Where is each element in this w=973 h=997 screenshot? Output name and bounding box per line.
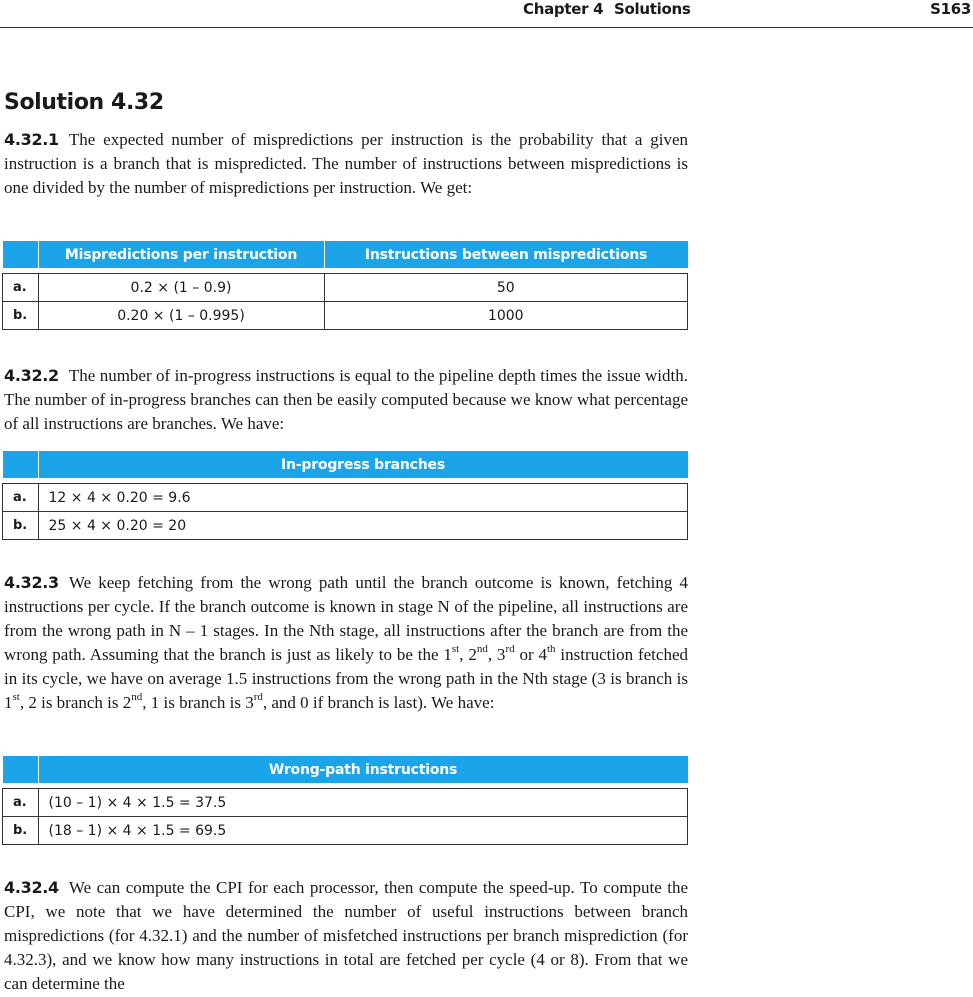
table-row xyxy=(3,817,688,845)
row-label: b. xyxy=(3,512,39,540)
solution-title: Solution 4.32 xyxy=(4,90,164,115)
table-header-row xyxy=(3,451,688,478)
column-header: Mispredictions per instruction xyxy=(38,241,324,268)
table-cell: (10 – 1) × 4 × 1.5 = 37.5 xyxy=(38,789,688,817)
table-cell: 50 xyxy=(324,274,688,302)
paragraph-text: or 4 xyxy=(514,645,547,664)
table-cell: (18 – 1) × 4 × 1.5 = 69.5 xyxy=(38,817,688,845)
ordinal-suffix: rd xyxy=(505,643,515,656)
table-cell: 25 × 4 × 0.20 = 20 xyxy=(38,512,688,540)
ordinal-suffix: st xyxy=(12,691,20,704)
table-header-row xyxy=(3,756,688,783)
paragraph-text: The number of in-progress instructions is equal to the pipeline depth times the issue width. The number of in-progress branches can then be easily computed because we know what percentage of all instructions are branches. We have: xyxy=(4,366,688,433)
table-row xyxy=(3,789,688,817)
table-row xyxy=(3,512,688,540)
paragraph-text: instruction fetched in its cycle, we have on average 1.5 instructions from the wrong path in the Nth stage (3 is branch is 1 xyxy=(4,645,688,712)
in-progress-branches-table xyxy=(2,451,688,540)
column-header: In-progress branches xyxy=(38,451,688,478)
page-number: S163 xyxy=(930,0,971,18)
paragraph-text: We keep fetching from the wrong path until the branch outcome is known, fetching 4 instructions per cycle. If the branch outcome is known in stage N of the pipeline, all instructions are from the wrong path in N – 1 stages. In the Nth stage, all instructions after the branch are from the wrong path. Assuming that the branch is just as likely to be the 1 xyxy=(4,573,688,664)
running-head xyxy=(0,0,973,28)
row-label: a. xyxy=(3,274,39,302)
wrong-path-instructions-table xyxy=(2,756,688,845)
chapter-label: Chapter 4 xyxy=(523,0,604,18)
ordinal-suffix: st xyxy=(451,643,460,656)
row-label: a. xyxy=(3,484,39,512)
table-cell: 12 × 4 × 0.20 = 9.6 xyxy=(38,484,688,512)
mispredictions-table xyxy=(2,241,688,330)
paragraph-text: , and 0 if branch is last). We have: xyxy=(262,693,495,712)
table-row xyxy=(3,484,688,512)
table-row xyxy=(3,274,688,302)
column-header: Wrong-path instructions xyxy=(38,756,688,783)
paragraph-text: The expected number of mispredictions per instruction is the probability that a given instruction is a branch that is mispredicted. The number of instructions between mispredictions is one divided by the number of mispredictions per instruction. We get: xyxy=(4,130,688,197)
paragraph-text: We can compute the CPI for each processor, then compute the speed-up. To compute the CPI, we note that we have determined the number of useful instructions between branch mispredictions (for 4.32.1) and the number of misfetched instructions per branch misprediction (for 4.32.3), and we know how many instructions in total are fetched per cycle (4 or 8). From that we can determine the xyxy=(4,878,688,993)
paragraph-4-32-1 xyxy=(4,128,688,200)
table-corner xyxy=(3,451,39,478)
table-corner xyxy=(3,756,39,783)
ordinal-suffix: nd xyxy=(476,643,488,656)
paragraph-text: , 2 is branch is 2 xyxy=(19,693,132,712)
exercise-number: 4.32.1 xyxy=(4,130,59,149)
row-label: b. xyxy=(3,302,39,330)
table-header-row xyxy=(3,241,688,268)
paragraph-4-32-2 xyxy=(4,364,688,436)
ordinal-suffix: th xyxy=(546,643,556,656)
ordinal-suffix: nd xyxy=(131,691,143,704)
exercise-number: 4.32.3 xyxy=(4,573,59,592)
paragraph-4-32-4 xyxy=(4,876,688,996)
table-row xyxy=(3,302,688,330)
row-label: b. xyxy=(3,817,39,845)
exercise-number: 4.32.2 xyxy=(4,366,59,385)
table-cell: 0.2 × (1 – 0.9) xyxy=(38,274,324,302)
paragraph-text: , 2 xyxy=(459,645,477,664)
paragraph-4-32-3 xyxy=(4,571,688,715)
paragraph-text: , 1 is branch is 3 xyxy=(142,693,254,712)
table-corner xyxy=(3,241,39,268)
column-header: Instructions between mispredictions xyxy=(324,241,688,268)
row-label: a. xyxy=(3,789,39,817)
table-cell: 1000 xyxy=(324,302,688,330)
section-label: Solutions xyxy=(614,0,691,18)
exercise-number: 4.32.4 xyxy=(4,878,59,897)
ordinal-suffix: rd xyxy=(253,691,263,704)
table-cell: 0.20 × (1 – 0.995) xyxy=(38,302,324,330)
paragraph-text: , 3 xyxy=(487,645,506,664)
